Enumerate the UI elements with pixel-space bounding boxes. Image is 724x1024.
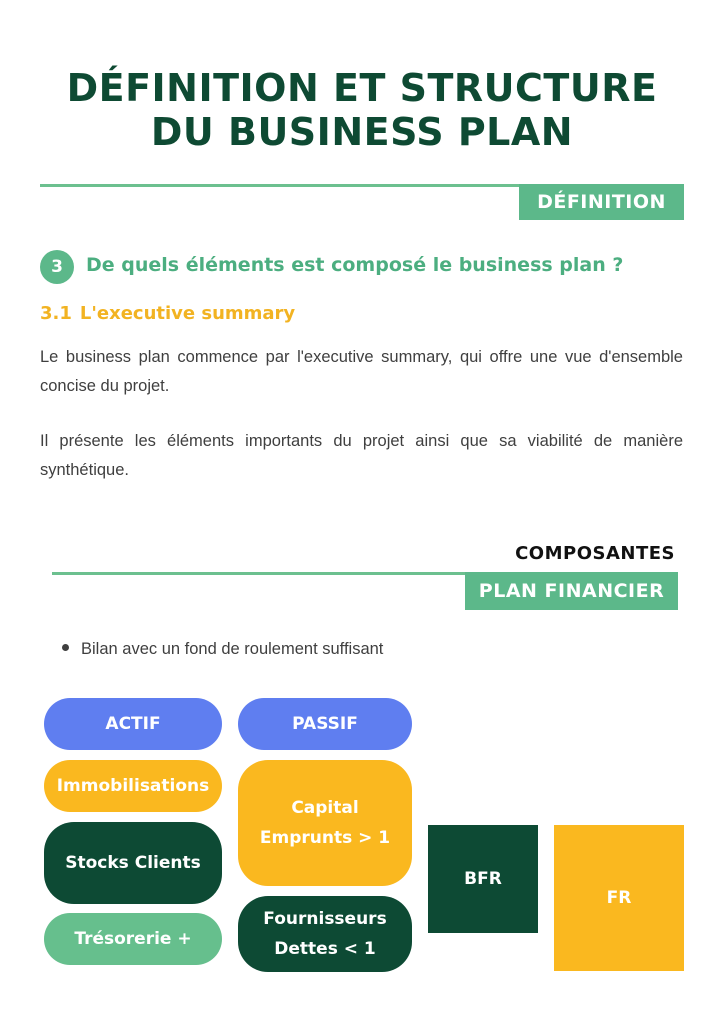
stocks-clients-label: Stocks Clients [65, 853, 201, 873]
page-title-line-1: DÉFINITION ET STRUCTURE [66, 66, 658, 110]
paragraph-intro: Le business plan commence par l'executive summary, qui offre une vue d'ensemble concise du projet. [40, 348, 683, 395]
fournisseurs-label: Fournisseurs [263, 909, 387, 929]
capital-emprunts-block [238, 760, 412, 886]
dettes-label: Dettes < 1 [274, 939, 376, 959]
actif-label: ACTIF [105, 714, 161, 734]
actif-block [44, 698, 222, 750]
subsection-heading [40, 303, 295, 324]
bfr-label: BFR [464, 869, 502, 889]
immobilisations-label: Immobilisations [56, 776, 210, 796]
immobilisations-block [44, 760, 222, 812]
subsection-title: L'executive summary [79, 303, 296, 324]
bullet-text: Bilan avec un fond de roulement suffisant [81, 640, 384, 658]
stocks-clients-block [44, 822, 222, 904]
question-title: De quels éléments est composé le business plan ? [86, 254, 624, 276]
plan-financier-tag: PLAN FINANCIER [465, 572, 678, 610]
fournisseurs-dettes-block [238, 896, 412, 972]
subsection-number: 3.1 [40, 303, 72, 324]
passif-block [238, 698, 412, 750]
question-number-badge: 3 [40, 250, 74, 284]
composantes-label: COMPOSANTES [515, 543, 675, 564]
paragraph-summary: Il présente les éléments importants du projet ainsi que sa viabilité de manière synthétique. [40, 432, 683, 479]
capital-label: Capital [291, 798, 359, 818]
bfr-block [428, 825, 538, 933]
page-title-line-2: DU BUSINESS PLAN [150, 110, 574, 154]
bullet-icon [62, 644, 69, 651]
tresorerie-block [44, 913, 222, 965]
fr-label: FR [606, 888, 632, 908]
bullet-item [62, 640, 383, 659]
tresorerie-label: Trésorerie + [74, 929, 192, 949]
fr-block [554, 825, 684, 971]
emprunts-label: Emprunts > 1 [259, 828, 391, 848]
passif-label: PASSIF [292, 714, 358, 734]
definition-tag: DÉFINITION [519, 184, 684, 220]
